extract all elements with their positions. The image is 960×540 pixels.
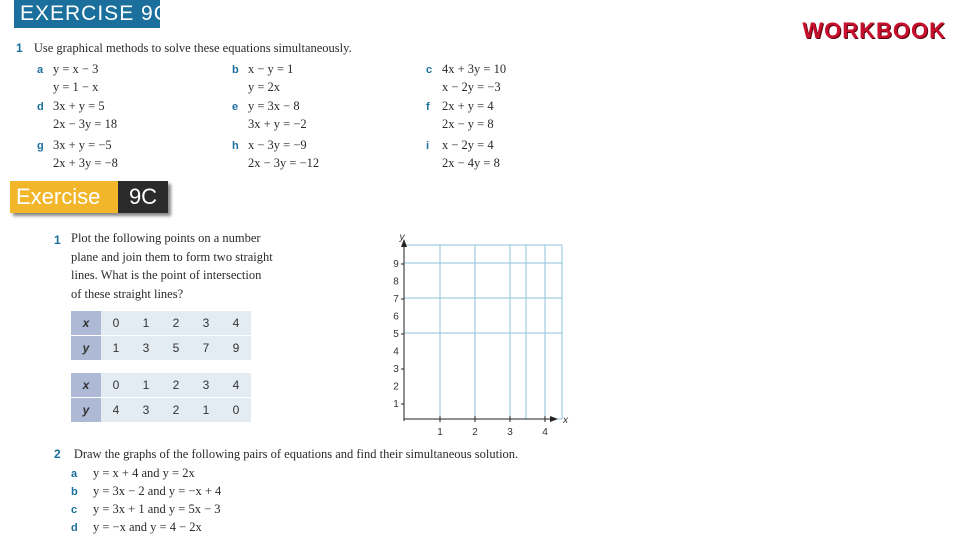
part-text: y = x + 4 and y = 2x: [93, 466, 195, 480]
part-letter: c: [71, 504, 78, 516]
part-text: y = 3x + 1 and y = 5x − 3: [93, 502, 221, 516]
y-tick-label: 7: [393, 294, 399, 305]
part-equation-2: x − 2y = −3: [442, 80, 501, 94]
y-tick-label: 1: [393, 399, 399, 410]
table1-x-cell: 2: [161, 311, 191, 336]
part-text: y = −x and y = 4 − 2x: [93, 520, 202, 534]
part-letter: a: [37, 64, 44, 76]
p2-part-b: [71, 482, 221, 500]
part-letter: a: [71, 468, 78, 480]
banner-word: Exercise: [16, 184, 101, 209]
part-letter: d: [37, 101, 44, 113]
y-axis-label: y: [399, 232, 405, 243]
part-equation-1: 3x + y = −5: [53, 138, 112, 152]
q1-part-c: [426, 60, 506, 95]
x-axis-label: x: [563, 415, 568, 426]
table1-y-cell: 1: [101, 336, 131, 361]
table1-x-cell: 0: [101, 311, 131, 336]
q1-part-d: [37, 97, 117, 132]
q1-prompt: [16, 41, 352, 56]
y-tick-label: 8: [393, 276, 399, 288]
part-equation-1: x − y = 1: [248, 62, 294, 76]
table1-y-cell: 3: [131, 336, 161, 361]
p2-prompt: [54, 447, 518, 462]
part-equation-1: 4x + 3y = 10: [442, 62, 507, 76]
p2-part-a: [71, 464, 195, 482]
part-letter: i: [426, 140, 430, 152]
q1-part-a: [37, 60, 98, 95]
y-tick-label: 5: [393, 329, 399, 340]
x-tick-label: 4: [542, 427, 548, 438]
q1-part-b: [232, 60, 293, 95]
part-letter: g: [37, 140, 44, 152]
y-tick-label: 6: [393, 311, 399, 323]
table1-y-cell: 9: [221, 336, 251, 361]
table2-y-header: y: [71, 398, 101, 423]
table1-y-cell: 5: [161, 336, 191, 361]
part-equation-2: 2x + 3y = −8: [53, 156, 118, 170]
p1-text: [71, 229, 321, 303]
table2-x-cell: 0: [101, 373, 131, 398]
p2-part-d: [71, 518, 202, 536]
p1-line: plane and join them to form two straight: [71, 249, 273, 264]
part-equation-1: y = x − 3: [53, 62, 99, 76]
part-letter: e: [232, 101, 239, 113]
y-tick-label: 3: [393, 364, 399, 375]
table1-x-cell: 1: [131, 311, 161, 336]
table1-y-header: y: [71, 336, 101, 361]
part-equation-1: x − 3y = −9: [248, 138, 307, 152]
part-letter: h: [232, 140, 239, 152]
part-equation-1: 2x + y = 4: [442, 99, 494, 113]
table2-x-cell: 1: [131, 373, 161, 398]
q1-text: Use graphical methods to solve these equations simultaneously.: [33, 41, 352, 55]
table2-x-cell: 3: [191, 373, 221, 398]
part-equation-1: y = 3x − 8: [248, 99, 300, 113]
table1-x-cell: 3: [191, 311, 221, 336]
q1-part-g: [37, 136, 118, 171]
workbook-logo[interactable]: WORKBOOK: [802, 18, 946, 43]
x-tick-label: 1: [437, 427, 443, 438]
table2-x-cell: 4: [221, 373, 251, 398]
part-equation-2: 2x − y = 8: [442, 117, 494, 131]
values-table-1: [71, 311, 251, 360]
exercise-9c-banner: [10, 181, 168, 213]
p2-text: Draw the graphs of the following pairs of equations and find their simultaneous solution.: [73, 447, 519, 461]
part-text: y = 3x − 2 and y = −x + 4: [93, 484, 222, 498]
table2-x-cell: 2: [161, 373, 191, 398]
banner-code: 9C: [118, 181, 168, 213]
values-table-2: [71, 373, 251, 422]
part-equation-1: 3x + y = 5: [53, 99, 105, 113]
part-letter: f: [426, 101, 430, 113]
q1-part-f: [426, 97, 494, 132]
part-letter: d: [71, 522, 78, 534]
y-tick-label: 9: [393, 259, 399, 270]
p1-line: of these straight lines?: [71, 286, 184, 301]
y-tick-label: 4: [393, 346, 399, 358]
x-tick-label: 2: [472, 427, 478, 438]
part-equation-2: 2x − 3y = 18: [53, 117, 118, 131]
table2-y-cell: 3: [131, 398, 161, 423]
part-equation-2: y = 2x: [248, 80, 281, 94]
part-letter: c: [426, 64, 433, 76]
q1-part-h: [232, 136, 319, 171]
p1-number: 1: [54, 233, 61, 247]
p2-part-c: [71, 500, 221, 518]
coordinate-grid: [380, 228, 580, 442]
part-equation-2: y = 1 − x: [53, 80, 99, 94]
table1-x-cell: 4: [221, 311, 251, 336]
table2-y-cell: 0: [221, 398, 251, 423]
table2-y-cell: 1: [191, 398, 221, 423]
x-axis-arrow: [550, 416, 558, 422]
p1-line: lines. What is the point of intersection: [71, 268, 262, 282]
table1-x-header: x: [71, 311, 101, 336]
p1-line: Plot the following points on a number: [71, 231, 261, 245]
y-tick-label: 2: [393, 381, 399, 393]
q1-part-i: [426, 136, 500, 171]
part-equation-2: 2x − 4y = 8: [442, 156, 500, 170]
q1-part-e: [232, 97, 307, 132]
exercise-header: EXERCISE 9C: [14, 0, 160, 28]
p2-number: 2: [54, 447, 61, 461]
part-equation-2: 2x − 3y = −12: [248, 156, 320, 170]
table1-y-cell: 7: [191, 336, 221, 361]
part-equation-2: 3x + y = −2: [248, 117, 307, 131]
table2-x-header: x: [71, 373, 101, 398]
gridlines: [401, 239, 562, 422]
part-equation-1: x − 2y = 4: [442, 138, 494, 152]
part-letter: b: [71, 486, 78, 498]
x-tick-label: 3: [507, 427, 513, 438]
table2-y-cell: 2: [161, 398, 191, 423]
q1-number: 1: [16, 41, 23, 55]
table2-y-cell: 4: [101, 398, 131, 423]
part-letter: b: [232, 64, 239, 76]
